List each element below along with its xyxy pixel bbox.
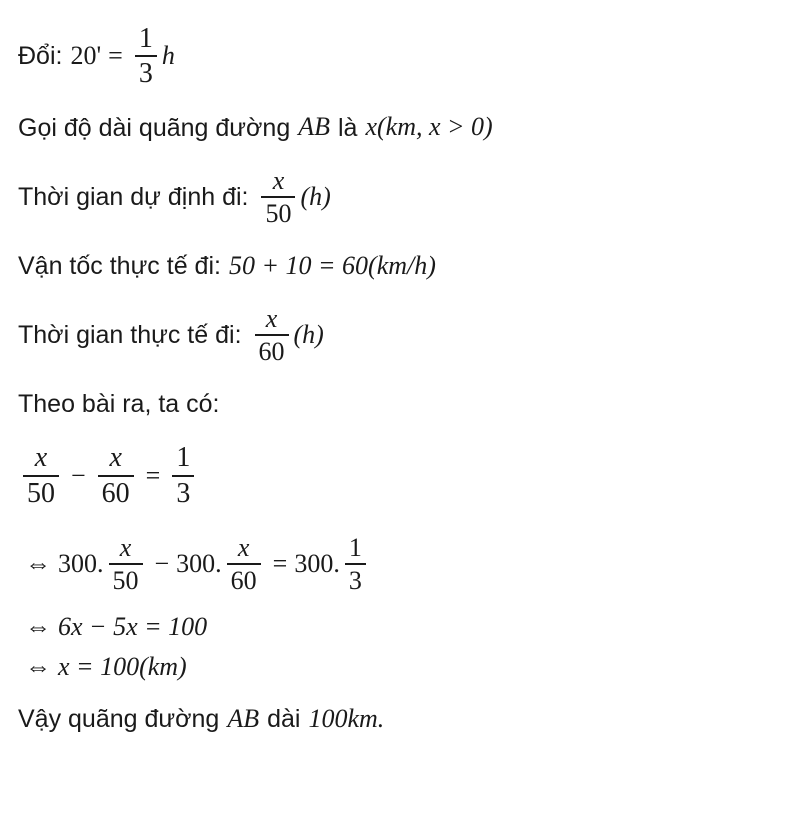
eq1-fraction-1 <box>23 441 59 510</box>
convert-denominator: 3 <box>138 58 153 90</box>
eq2-fraction-3 <box>345 532 366 596</box>
planned-time-numerator: x <box>272 165 285 195</box>
eq3-expression: 6x − 5x = 100 <box>58 611 208 641</box>
line-real-time <box>18 303 785 367</box>
given-label: Theo bài ra, ta có: <box>18 390 220 419</box>
eq2-f2-numerator: x <box>237 532 250 562</box>
real-time-unit: (h) <box>293 319 324 349</box>
eq1-fraction-3 <box>172 441 194 510</box>
eq2-coefficient-3: 300. <box>294 548 340 578</box>
eq1-fraction-2 <box>98 441 134 510</box>
eq1-operator-minus: − <box>71 460 86 490</box>
eq3-iff-symbol: ⇔ <box>25 612 51 642</box>
planned-time-denominator: 50 <box>265 198 292 228</box>
line-equation-3 <box>18 612 785 642</box>
real-time-fraction <box>255 303 289 367</box>
real-speed-expression: 50 + 10 = 60(km/h) <box>228 250 436 280</box>
let-variable-ab: AB <box>298 112 330 142</box>
real-speed-label: Vận tốc thực tế đi: <box>18 251 221 280</box>
eq1-operator-equals: = <box>145 460 161 490</box>
real-time-label: Thời gian thực tế đi: <box>18 321 242 350</box>
eq2-coefficient-1: 300. <box>58 548 104 578</box>
convert-left: 20' <box>70 41 102 71</box>
line-convert <box>18 22 785 91</box>
planned-time-label: Thời gian dự định đi: <box>18 182 249 211</box>
planned-time-fraction <box>261 165 295 229</box>
eq1-f1-numerator: x <box>34 442 48 474</box>
eq1-f1-denominator: 50 <box>27 477 55 509</box>
planned-time-unit: (h) <box>300 181 331 211</box>
eq2-operator-equals: = <box>272 548 288 578</box>
eq2-f1-numerator: x <box>119 532 132 562</box>
line-planned-time <box>18 165 785 229</box>
line-given <box>18 389 785 419</box>
line-equation-2 <box>18 532 785 596</box>
line-conclusion <box>18 704 785 734</box>
eq1-f2-numerator: x <box>109 442 122 474</box>
convert-unit: h <box>161 41 175 71</box>
conclusion-text-a: Vậy quãng đường <box>18 705 220 734</box>
convert-numerator: 1 <box>138 23 153 54</box>
conclusion-variable-ab: AB <box>227 703 260 733</box>
line-equation-1 <box>18 441 785 510</box>
eq2-coefficient-2: 300. <box>176 548 222 578</box>
conclusion-text-b: dài <box>267 705 301 734</box>
let-expression: x(km, x > 0) <box>365 112 493 142</box>
eq4-expression: x = 100(km) <box>58 651 187 681</box>
real-time-denominator: 60 <box>258 337 285 367</box>
conclusion-value: 100km. <box>308 703 385 733</box>
real-time-numerator: x <box>265 303 278 333</box>
eq2-f3-numerator: 1 <box>348 532 362 562</box>
line-equation-4 <box>18 652 785 682</box>
convert-fraction <box>135 22 157 91</box>
eq2-f2-denominator: 60 <box>230 565 257 595</box>
eq2-iff-symbol: ⇔ <box>25 548 51 578</box>
eq2-fraction-2 <box>227 532 261 596</box>
eq2-f3-denominator: 3 <box>348 565 362 595</box>
convert-equals: = <box>108 41 123 71</box>
eq1-f3-denominator: 3 <box>176 477 191 509</box>
eq4-iff-symbol: ⇔ <box>25 652 51 682</box>
line-let <box>18 113 785 143</box>
line-real-speed <box>18 251 785 281</box>
convert-label: Đổi: <box>18 42 63 71</box>
eq1-f3-numerator: 1 <box>176 442 191 474</box>
let-text-a: Gọi độ dài quãng đường <box>18 113 291 142</box>
eq2-operator-minus: − <box>154 548 170 578</box>
eq2-fraction-1 <box>109 532 143 596</box>
eq1-f2-denominator: 60 <box>101 477 130 509</box>
let-text-b: là <box>337 113 358 142</box>
eq2-f1-denominator: 50 <box>112 565 139 595</box>
